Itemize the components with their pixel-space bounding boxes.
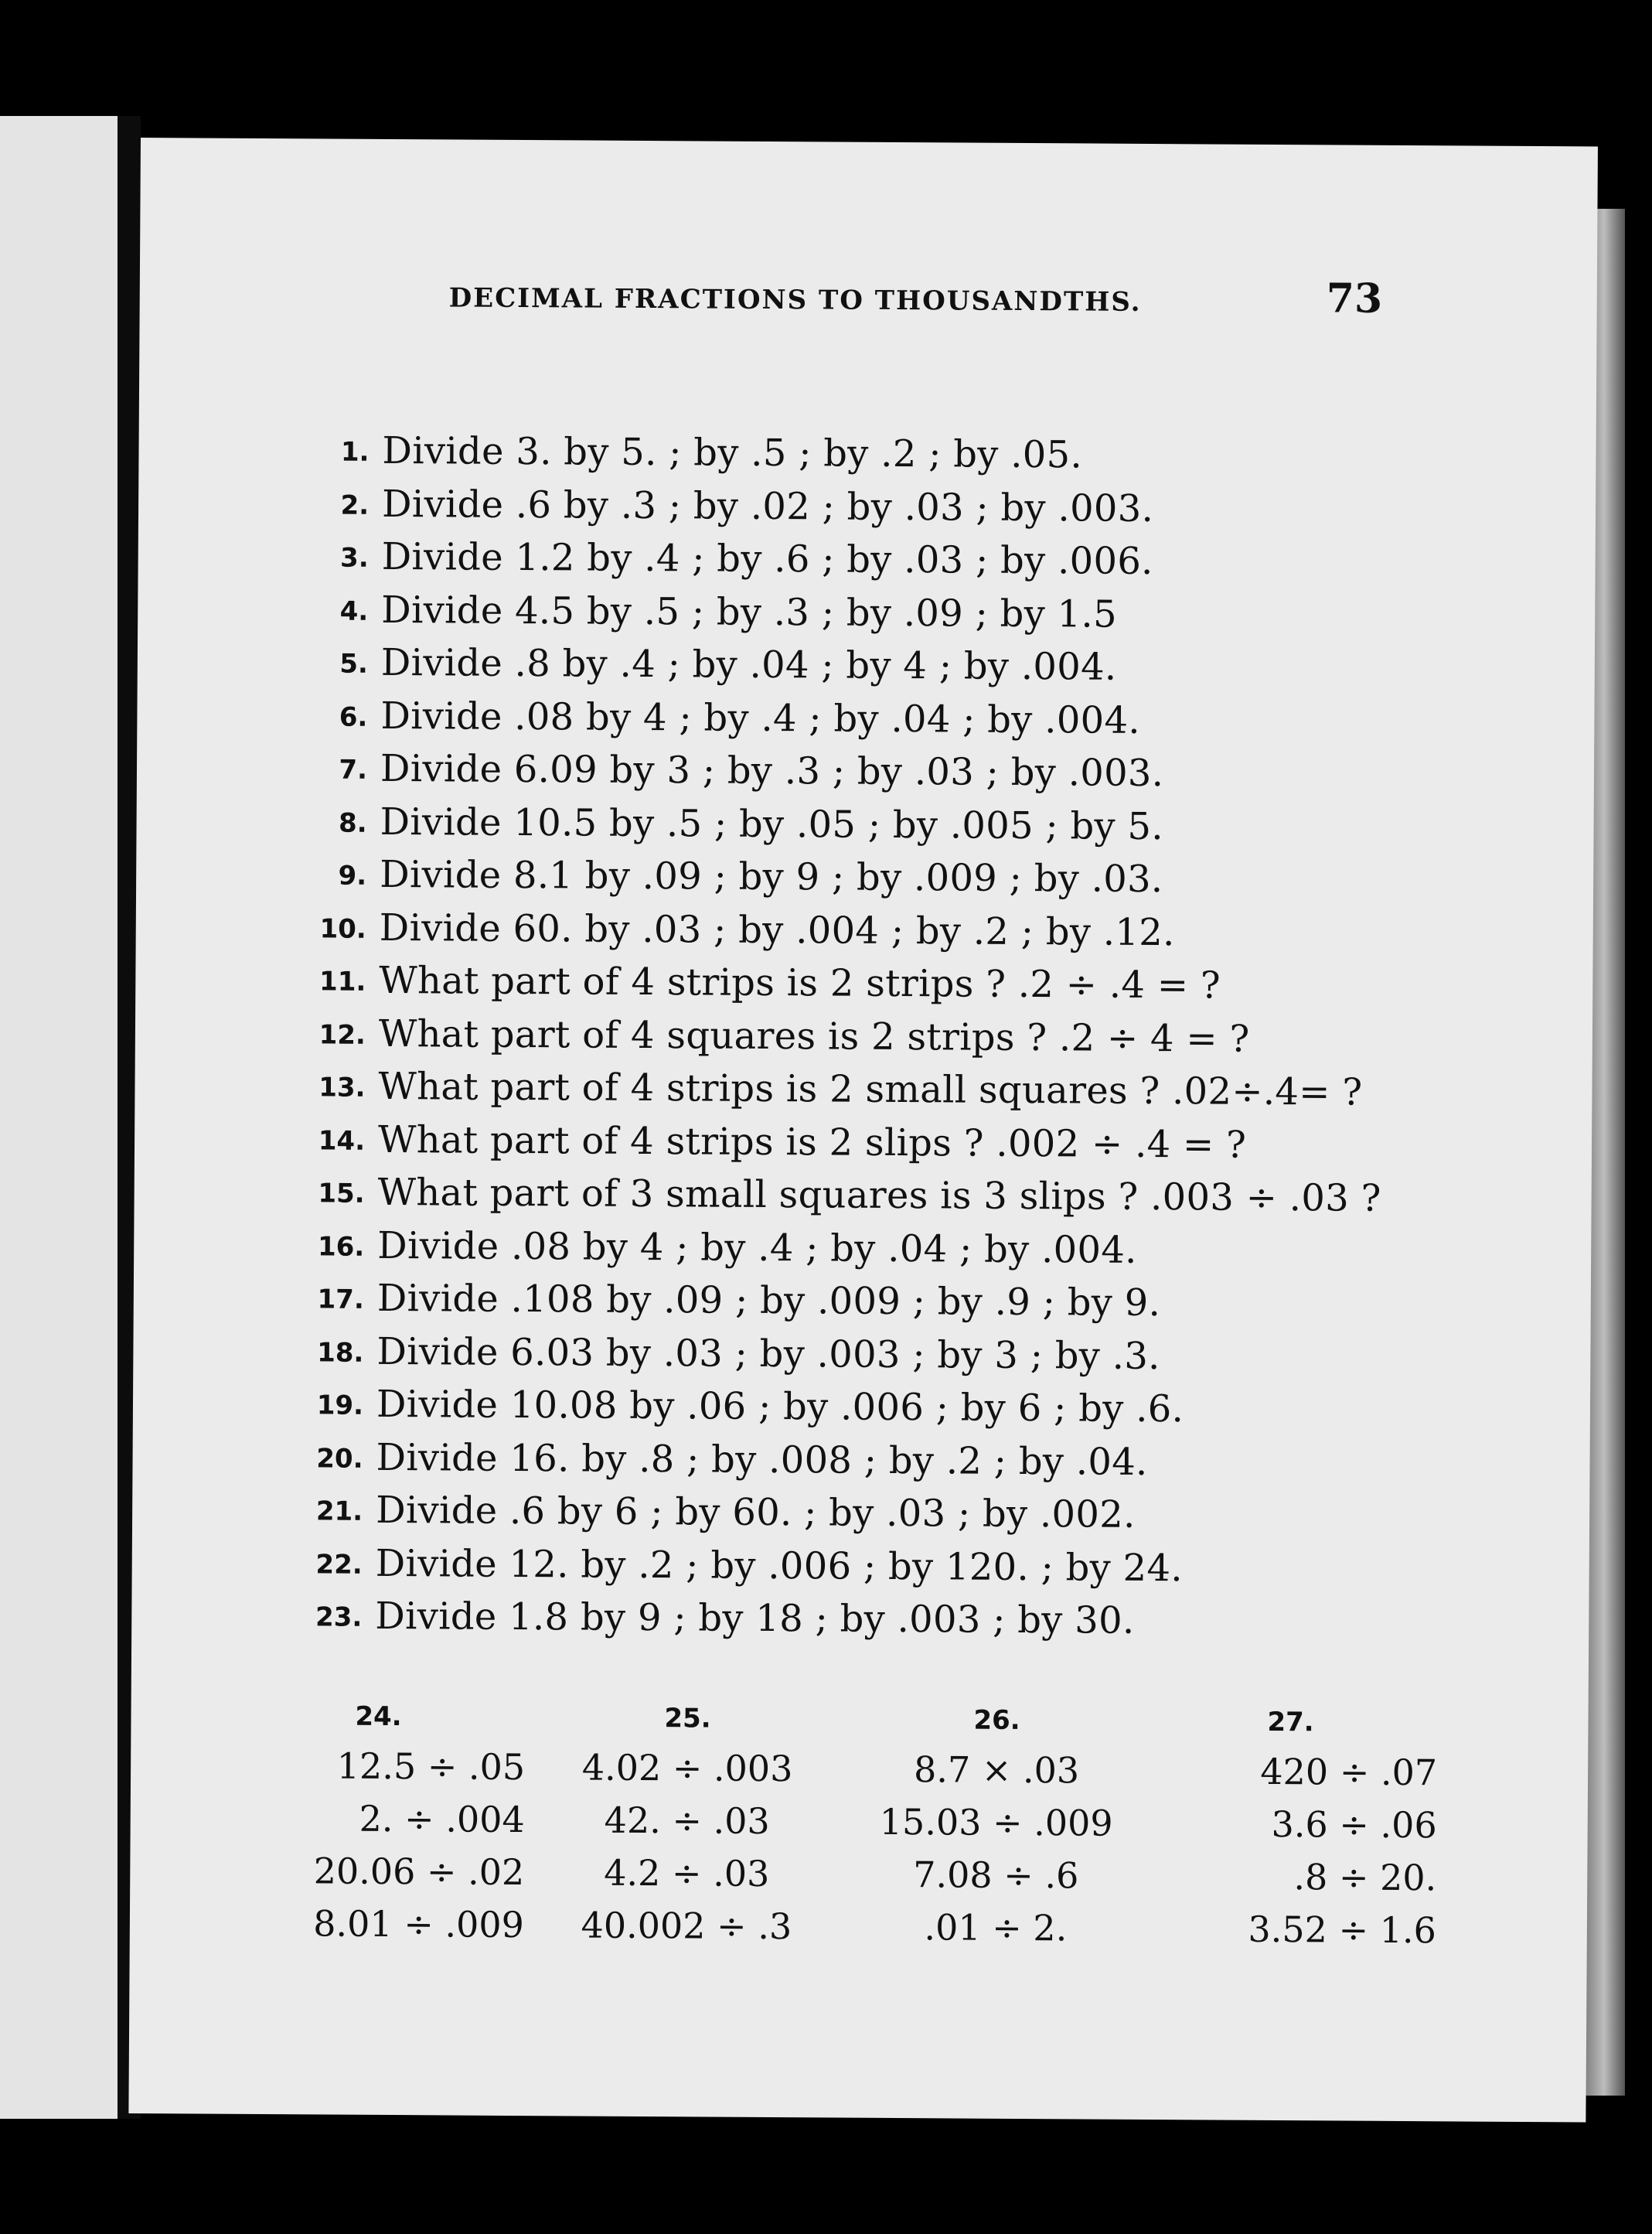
problem-number: 4. <box>339 595 369 627</box>
problem-item <box>303 694 1501 754</box>
problem-text: Divide .8 by .4 ; by .04 ; by 4 ; by .004. <box>380 640 1117 689</box>
exercise-column <box>230 1693 526 1951</box>
problem-number: 6. <box>339 701 368 733</box>
exercise-columns <box>222 1693 1460 2010</box>
problem-number: 3. <box>339 542 369 574</box>
expression: 40.002 ÷ .3 <box>581 1904 792 1948</box>
problem-item <box>301 1011 1500 1072</box>
problem-text: Divide 60. by .03 ; by .004 ; by .2 ; by .12. <box>379 906 1175 954</box>
problem-item <box>301 1064 1499 1124</box>
exercise-column <box>849 1697 1144 1955</box>
running-header: DECIMAL FRACTIONS TO THOUSANDTHS. <box>448 282 1142 318</box>
problem-item <box>302 906 1500 966</box>
problem-item <box>302 852 1500 912</box>
problem-item <box>304 588 1502 648</box>
problem-item <box>298 1541 1496 1601</box>
problem-number: 19. <box>316 1390 364 1421</box>
problem-text: Divide 10.5 by .5 ; by .05 ; by .005 ; by 5. <box>380 800 1164 848</box>
expression: 420 ÷ .07 <box>1260 1750 1438 1794</box>
problem-number: 5. <box>339 648 368 680</box>
problem-item <box>299 1382 1497 1442</box>
problem-text: Divide .108 by .09 ; by .009 ; by .9 ; by 9. <box>376 1276 1161 1325</box>
problem-text: What part of 4 strips is 2 small squares ? .02÷.4= ? <box>378 1064 1363 1114</box>
problem-number: 20. <box>316 1442 363 1475</box>
column-number: 24. <box>355 1700 402 1733</box>
expression: 8.01 ÷ .009 <box>313 1902 525 1946</box>
problem-text: Divide .08 by 4 ; by .4 ; by .04 ; by .004. <box>377 1223 1137 1272</box>
problem-text: What part of 4 strips is 2 strips ? .2 ÷ .4 = ? <box>379 958 1221 1008</box>
problem-number: 14. <box>318 1124 366 1157</box>
expression: 12.5 ÷ .05 <box>336 1745 526 1789</box>
problem-item <box>298 1488 1497 1548</box>
problem-number: 16. <box>317 1230 365 1263</box>
problem-item <box>300 1170 1498 1230</box>
problem-list <box>298 428 1504 1654</box>
problem-number: 15. <box>318 1178 365 1209</box>
column-number: 27. <box>1267 1706 1314 1738</box>
expression: 20.06 ÷ .02 <box>313 1850 525 1894</box>
expression: 2. ÷ .004 <box>359 1797 525 1841</box>
problem-item <box>298 1435 1497 1496</box>
problem-number: 8. <box>338 807 367 839</box>
problem-text: Divide .08 by 4 ; by .4 ; by .04 ; by .004. <box>380 694 1141 742</box>
exercise-column <box>1143 1698 1438 1956</box>
problem-number: 12. <box>318 1018 366 1051</box>
problem-text: Divide 16. by .8 ; by .008 ; by .2 ; by .04. <box>376 1435 1148 1484</box>
page-number: 73 <box>1326 275 1383 322</box>
problem-text: Divide 10.08 by .06 ; by .006 ; by 6 ; by .6. <box>376 1382 1184 1431</box>
problem-text: Divide .6 by .3 ; by .02 ; by .03 ; by .003. <box>381 482 1154 530</box>
problem-text: Divide 4.5 by .5 ; by .3 ; by .09 ; by 1.5 <box>381 588 1118 636</box>
problem-item <box>301 1117 1499 1178</box>
problem-text: Divide 6.03 by .03 ; by .003 ; by 3 ; by .3. <box>376 1329 1160 1378</box>
problem-number: 17. <box>317 1284 364 1315</box>
expression: 15.03 ÷ .009 <box>879 1800 1113 1844</box>
problem-text: Divide .6 by 6 ; by 60. ; by .03 ; by .002. <box>375 1488 1136 1537</box>
book-page <box>128 138 1598 2122</box>
expression: 42. ÷ .03 <box>604 1799 770 1843</box>
problem-number: 2. <box>340 489 370 521</box>
problem-text: What part of 3 small squares is 3 slips ? .003 ÷ .03 ? <box>377 1170 1381 1220</box>
problem-item <box>305 482 1503 542</box>
problem-item <box>303 746 1501 807</box>
problem-item <box>300 1223 1498 1284</box>
problem-number: 18. <box>317 1336 364 1369</box>
problem-number: 9. <box>338 860 367 892</box>
problem-item <box>304 534 1502 595</box>
column-number: 26. <box>973 1704 1020 1736</box>
problem-number: 21. <box>315 1496 363 1527</box>
problem-number: 22. <box>315 1548 363 1581</box>
expression: .01 ÷ 2. <box>924 1906 1068 1949</box>
expression: 3.52 ÷ 1.6 <box>1248 1908 1437 1952</box>
problem-item <box>305 428 1503 489</box>
expression: 4.2 ÷ .03 <box>604 1851 770 1895</box>
problem-item <box>304 640 1502 701</box>
expression: .8 ÷ 20. <box>1293 1856 1437 1899</box>
problem-text: Divide 6.09 by 3 ; by .3 ; by .03 ; by .003. <box>380 746 1164 796</box>
facing-page-edge <box>0 116 118 2119</box>
expression: 7.08 ÷ .6 <box>913 1854 1079 1897</box>
problem-number: 10. <box>319 912 366 945</box>
problem-item <box>299 1329 1497 1390</box>
problem-number: 23. <box>315 1601 363 1633</box>
problem-text: Divide 1.2 by .4 ; by .6 ; by .03 ; by .006. <box>381 534 1153 584</box>
problem-item <box>301 958 1500 1018</box>
problem-text: Divide 1.8 by 9 ; by 18 ; by .003 ; by 30. <box>375 1594 1135 1642</box>
problem-text: Divide 12. by .2 ; by .006 ; by 120. ; by 24. <box>375 1541 1184 1590</box>
problem-number: 7. <box>339 754 368 786</box>
expression: 4.02 ÷ .003 <box>581 1746 793 1790</box>
problem-item <box>300 1276 1498 1336</box>
expression: 3.6 ÷ .06 <box>1271 1803 1437 1847</box>
problem-item <box>302 800 1500 860</box>
problem-number: 1. <box>340 436 370 468</box>
problem-text: Divide 3. by 5. ; by .5 ; by .2 ; by .05. <box>382 428 1083 477</box>
problem-text: What part of 4 strips is 2 slips ? .002 ÷ .4 = ? <box>377 1117 1247 1167</box>
problem-number: 13. <box>318 1072 366 1103</box>
problem-item <box>298 1594 1496 1654</box>
expression: 8.7 × .03 <box>913 1748 1080 1792</box>
column-number: 25. <box>664 1703 711 1734</box>
exercise-column <box>540 1694 835 1953</box>
problem-number: 11. <box>318 966 366 998</box>
problem-text: Divide 8.1 by .09 ; by 9 ; by .009 ; by .03. <box>380 852 1163 902</box>
problem-text: What part of 4 squares is 2 strips ? .2 ÷ 4 = ? <box>378 1011 1250 1061</box>
